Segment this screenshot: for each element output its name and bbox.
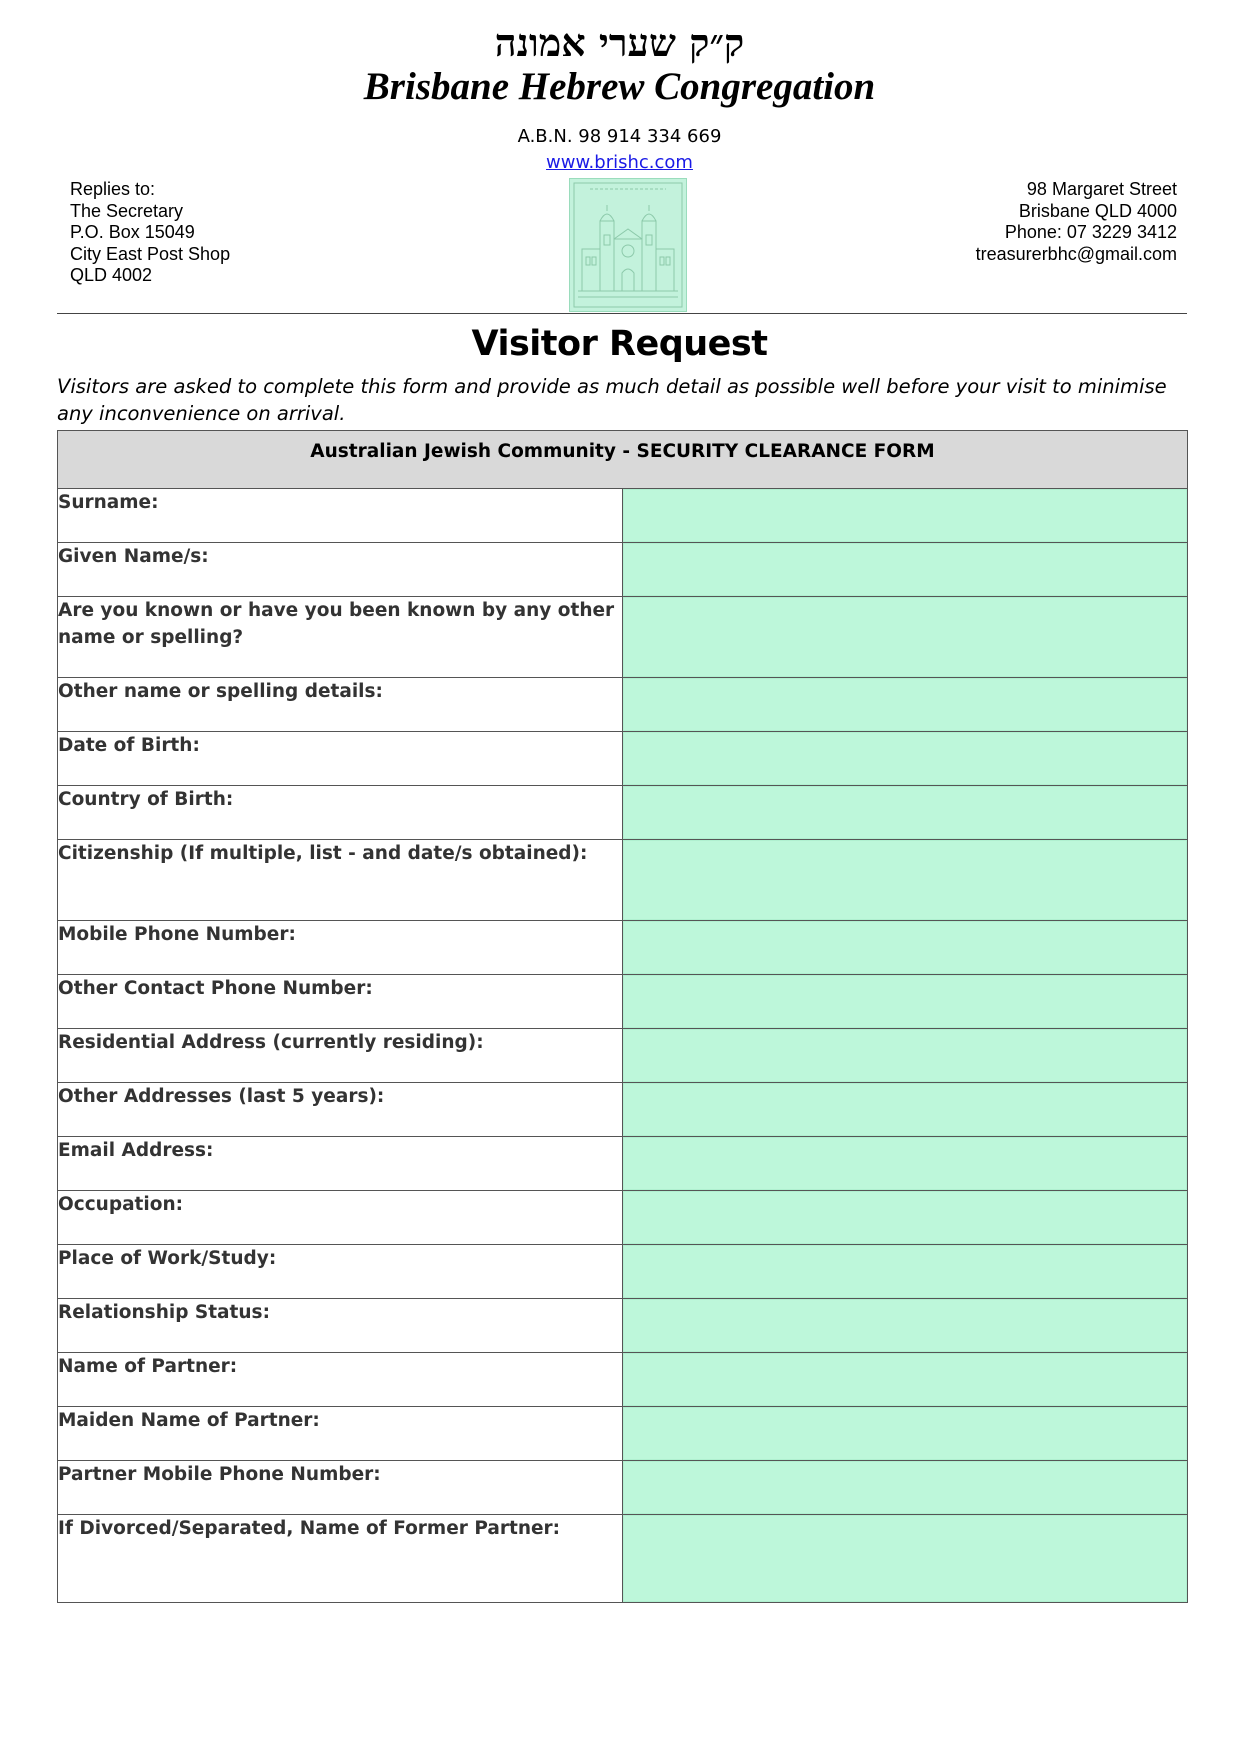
- other-name-known-field[interactable]: [623, 597, 1187, 677]
- header-divider: [57, 313, 1187, 314]
- address-line: Phone: 07 3229 3412: [1004, 222, 1177, 242]
- field-cell: [623, 1407, 1188, 1461]
- replies-line: Replies to:: [70, 179, 156, 199]
- field-label: Other name or spelling details:: [58, 678, 623, 732]
- field-label: Residential Address (currently residing):: [58, 1029, 623, 1083]
- partner-maiden-name-field[interactable]: [623, 1407, 1187, 1460]
- partner-name-field[interactable]: [623, 1353, 1187, 1406]
- relationship-status-field[interactable]: [623, 1299, 1187, 1352]
- country-of-birth-field[interactable]: [623, 786, 1187, 839]
- field-cell: [623, 1083, 1188, 1137]
- field-cell: [623, 1299, 1188, 1353]
- field-label: Are you known or have you been known by any other name or spelling?: [58, 597, 623, 678]
- replies-line: QLD 4002: [70, 265, 153, 285]
- field-cell: [623, 489, 1188, 543]
- form-row: [58, 732, 1188, 786]
- field-label: Other Contact Phone Number:: [58, 975, 623, 1029]
- replies-line: The Secretary: [70, 200, 184, 221]
- field-label: Partner Mobile Phone Number:: [58, 1461, 623, 1515]
- security-clearance-form: [57, 430, 1188, 1603]
- residential-address-field[interactable]: [623, 1029, 1187, 1082]
- field-label: Mobile Phone Number:: [58, 921, 623, 975]
- org-name: Brisbane Hebrew Congregation: [363, 65, 876, 108]
- mobile-phone-field[interactable]: [623, 921, 1187, 974]
- form-row: [58, 543, 1188, 597]
- form-row: [58, 1461, 1188, 1515]
- form-row: [58, 1353, 1188, 1407]
- field-cell: [623, 1029, 1188, 1083]
- page-title: Visitor Request: [471, 324, 768, 364]
- form-row: [58, 1083, 1188, 1137]
- field-cell: [623, 921, 1188, 975]
- form-row: [58, 975, 1188, 1029]
- address-line: treasurerbhc@gmail.com: [975, 243, 1177, 264]
- surname-field[interactable]: [623, 489, 1187, 542]
- website-link-container: [0, 152, 1239, 173]
- address-line: 98 Margaret Street: [1026, 179, 1177, 199]
- form-heading: Australian Jewish Community - SECURITY CLEARANCE FORM: [58, 431, 1188, 489]
- partner-mobile-field[interactable]: [623, 1461, 1187, 1514]
- synagogue-building-icon: [569, 178, 687, 312]
- replies-line: P.O. Box 15049: [70, 222, 195, 242]
- former-partner-field[interactable]: [623, 1515, 1187, 1602]
- field-cell: [623, 840, 1188, 921]
- hebrew-name: ק״ק שערי אמונה: [494, 20, 745, 65]
- field-cell: [623, 786, 1188, 840]
- citizenship-field[interactable]: [623, 840, 1187, 920]
- form-row: [58, 1407, 1188, 1461]
- field-cell: [623, 597, 1188, 678]
- field-cell: [623, 975, 1188, 1029]
- address-block: [976, 179, 1177, 265]
- field-cell: [623, 543, 1188, 597]
- date-of-birth-field[interactable]: [623, 732, 1187, 785]
- field-cell: [623, 1515, 1188, 1603]
- abn: A.B.N. 98 914 334 669: [517, 126, 722, 147]
- field-cell: [623, 678, 1188, 732]
- field-cell: [623, 732, 1188, 786]
- place-of-work-field[interactable]: [623, 1245, 1187, 1298]
- field-cell: [623, 1245, 1188, 1299]
- field-cell: [623, 1353, 1188, 1407]
- website-link[interactable]: www.brishc.com: [546, 152, 693, 173]
- field-label: Country of Birth:: [58, 786, 623, 840]
- field-label: Relationship Status:: [58, 1299, 623, 1353]
- other-name-details-field[interactable]: [623, 678, 1187, 731]
- other-phone-field[interactable]: [623, 975, 1187, 1028]
- other-addresses-field[interactable]: [623, 1083, 1187, 1136]
- field-label: Occupation:: [58, 1191, 623, 1245]
- form-row: [58, 1515, 1188, 1603]
- email-field[interactable]: [623, 1137, 1187, 1190]
- form-row: [58, 678, 1188, 732]
- field-label: If Divorced/Separated, Name of Former Partner:: [58, 1515, 623, 1603]
- field-label: Citizenship (If multiple, list - and date/s obtained):: [58, 840, 623, 921]
- form-row: [58, 1245, 1188, 1299]
- field-label: Place of Work/Study:: [58, 1245, 623, 1299]
- intro-text: Visitors are asked to complete this form and provide as much detail as possible well before your visit to minimise any inconvenience on arrival.: [57, 375, 1167, 425]
- replies-line: City East Post Shop: [70, 243, 231, 264]
- field-label: Date of Birth:: [58, 732, 623, 786]
- form-row: [58, 1137, 1188, 1191]
- occupation-field[interactable]: [623, 1191, 1187, 1244]
- form-row: [58, 921, 1188, 975]
- field-cell: [623, 1191, 1188, 1245]
- address-line: Brisbane QLD 4000: [1018, 200, 1177, 221]
- form-row: [58, 1191, 1188, 1245]
- replies-to-block: [70, 179, 230, 287]
- given-names-field[interactable]: [623, 543, 1187, 596]
- form-row: [58, 597, 1188, 678]
- field-label: Given Name/s:: [58, 543, 623, 597]
- form-row: [58, 489, 1188, 543]
- form-row: [58, 840, 1188, 921]
- field-label: Maiden Name of Partner:: [58, 1407, 623, 1461]
- field-label: Other Addresses (last 5 years):: [58, 1083, 623, 1137]
- field-label: Name of Partner:: [58, 1353, 623, 1407]
- field-cell: [623, 1137, 1188, 1191]
- field-label: Email Address:: [58, 1137, 623, 1191]
- form-row: [58, 786, 1188, 840]
- field-cell: [623, 1461, 1188, 1515]
- field-label: Surname:: [58, 489, 623, 543]
- form-row: [58, 1029, 1188, 1083]
- form-row: [58, 1299, 1188, 1353]
